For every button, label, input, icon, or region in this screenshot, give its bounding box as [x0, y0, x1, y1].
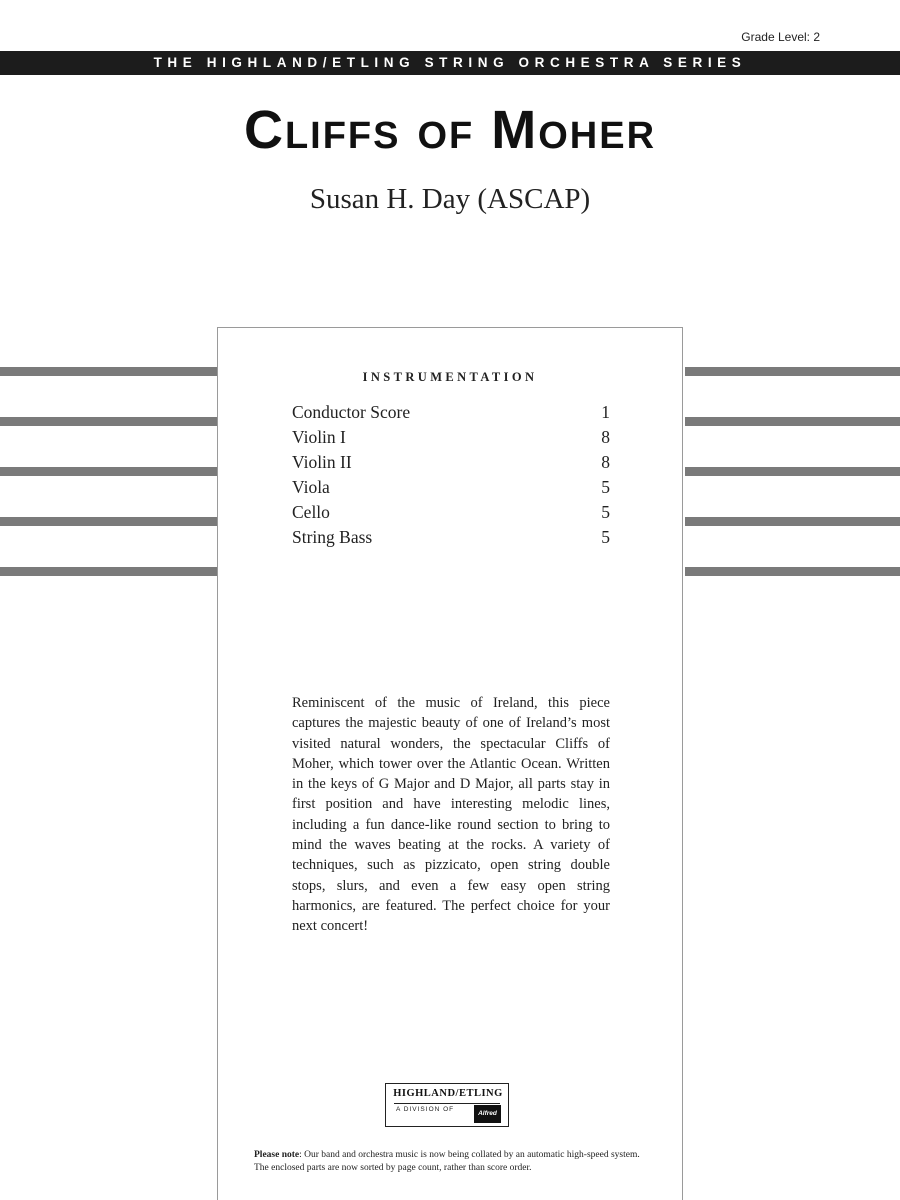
- note-label: Please note: [254, 1150, 300, 1160]
- instrument-name: Violin II: [292, 452, 352, 472]
- instrument-count: 5: [601, 527, 610, 547]
- instrument-row: [292, 525, 610, 550]
- instrument-name: Violin I: [292, 427, 346, 447]
- publisher-logo: [385, 1083, 509, 1127]
- instrument-row: [292, 450, 610, 475]
- staff-line-left-5: [0, 567, 217, 576]
- instrument-row: [292, 475, 610, 500]
- staff-line-left-2: [0, 417, 217, 426]
- logo-name: HIGHLAND/ETLING: [393, 1088, 503, 1099]
- note-text: : Our band and orchestra music is now being collated by an automatic high-speed system. The enclosed parts are now sorted by page count, rather than score order.: [254, 1150, 640, 1173]
- instrument-name: Conductor Score: [292, 402, 411, 422]
- instrumentation-list: [292, 400, 610, 550]
- staff-line-left-4: [0, 517, 217, 526]
- logo-subtitle: A DIVISION OF: [396, 1106, 455, 1113]
- instrument-name: Cello: [292, 502, 330, 522]
- info-panel: [217, 327, 683, 1200]
- alfred-badge: Alfred: [474, 1105, 501, 1123]
- staff-line-right-2: [685, 417, 900, 426]
- staff-line-right-4: [685, 517, 900, 526]
- piece-description: Reminiscent of the music of Ireland, this piece captures the majestic beauty of one of Ireland’s most visited natural wonders, the spectacular Cliffs of Moher, which tower over the Atlantic Ocean. Written in the keys of G Major and D Major, all parts stay in first position and have interesting melodic lines, including a fun dance-like round section to bring to mind the waves beating at the rocks. A variety of techniques, such as pizzicato, open string double stops, slurs, and even a few easy open string harmonics, are featured. The perfect choice for your next concert!: [292, 695, 610, 935]
- instrument-row: [292, 500, 610, 525]
- staff-line-left-1: [0, 367, 217, 376]
- staff-line-right-1: [685, 367, 900, 376]
- instrumentation-heading: INSTRUMENTATION: [362, 370, 538, 384]
- instrument-row: [292, 400, 610, 425]
- staff-line-right-3: [685, 467, 900, 476]
- instrument-name: String Bass: [292, 527, 373, 547]
- page-title: Cliffs of Moher: [243, 100, 657, 160]
- staff-line-left-3: [0, 467, 217, 476]
- logo-rule: [394, 1103, 500, 1104]
- grade-level: Grade Level: 2: [741, 30, 820, 44]
- series-banner: THE HIGHLAND/ETLING STRING ORCHESTRA SERIES: [0, 51, 900, 75]
- collation-note: [254, 1149, 654, 1174]
- instrument-row: [292, 425, 610, 450]
- instrument-count: 5: [601, 477, 610, 497]
- instrument-name: Viola: [292, 477, 330, 497]
- instrument-count: 8: [601, 427, 610, 447]
- instrument-count: 8: [601, 452, 610, 472]
- instrument-count: 5: [601, 502, 610, 522]
- composer: Susan H. Day (ASCAP): [309, 183, 591, 215]
- instrument-count: 1: [601, 402, 610, 422]
- staff-line-right-5: [685, 567, 900, 576]
